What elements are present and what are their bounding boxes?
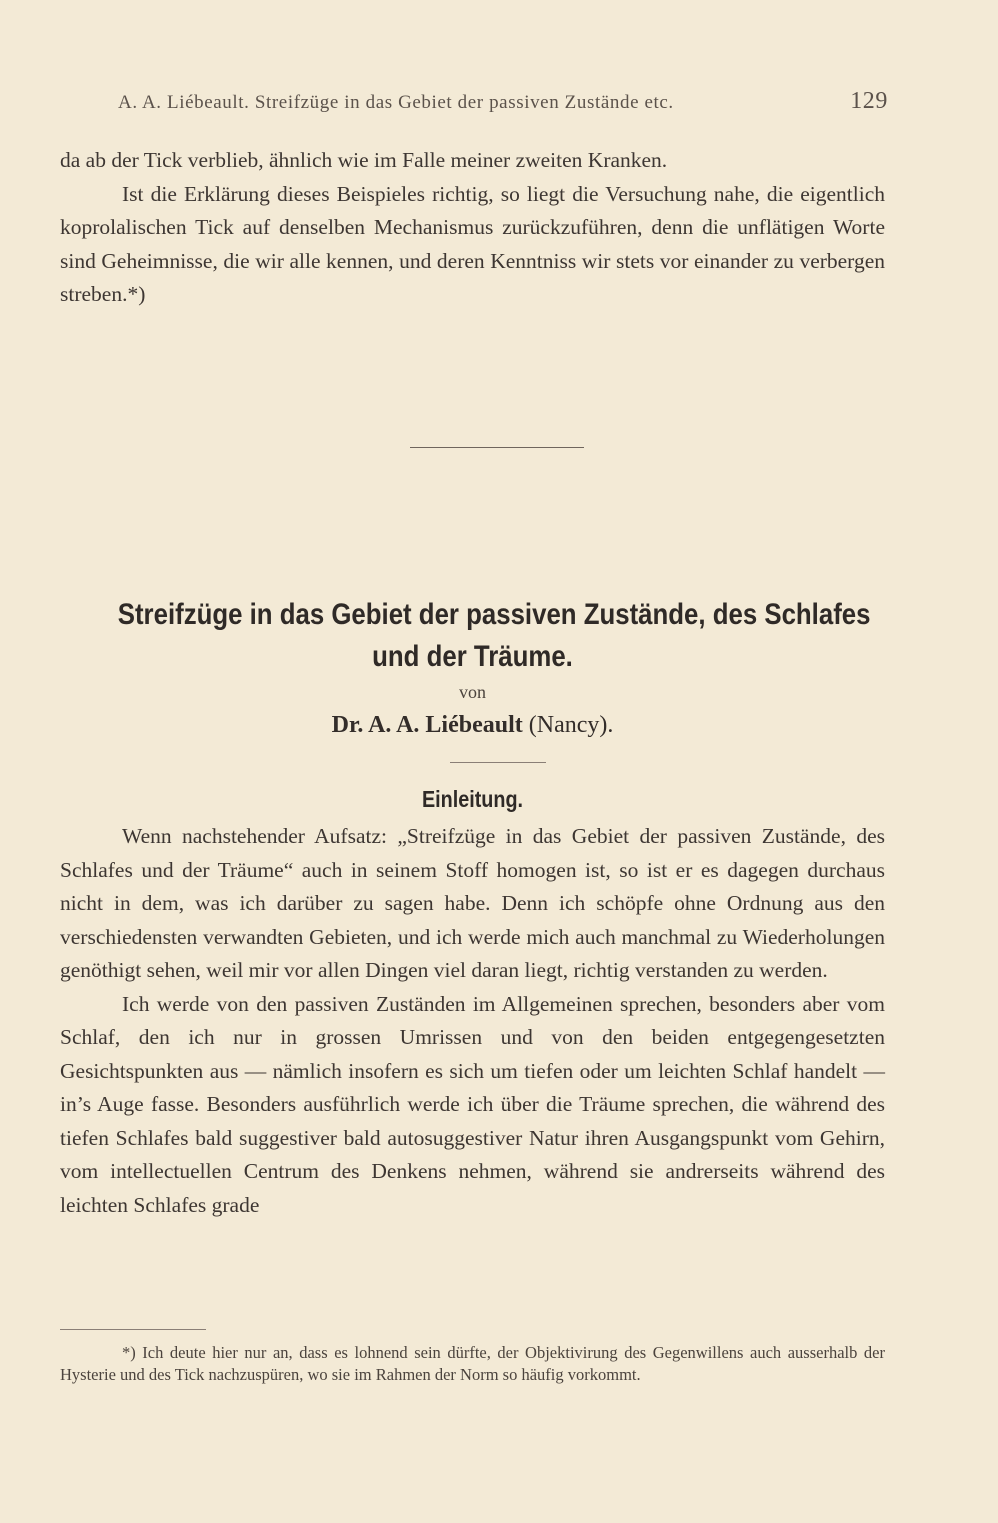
- article-body: [60, 820, 885, 1222]
- page-number: 129: [850, 88, 888, 114]
- article-title-line-1: Streifzüge in das Gebiet der passiven Zustände, des Schlafes: [117, 598, 871, 631]
- footnote-text: *) Ich deute hier nur an, dass es lohnend sein dürfte, der Objektivirung des Gegenwillens auch ausserhalb der Hysterie und des Tick nachzuspüren, wo sie im Rahmen der Norm so häufig vorkommt.: [60, 1343, 885, 1384]
- author-line: [60, 712, 885, 739]
- author-name: Dr. A. A. Liébeault: [331, 712, 523, 738]
- body-paragraph-2: Ich werde von den passiven Zuständen im Allgemeinen sprechen, besonders aber vom Schlaf, den ich nur in grossen Umrissen und von den beiden entgegengesetzten Gesichtspunkten aus — nämlich insofern es sich um tiefen oder um leichten Schlaf handelt — in’s Auge fasse. Besonders ausführlich werde ich über die Träume sprechen, die während des tiefen Schlafes bald suggestiver bald autosuggestiver Natur ihren Ausgangspunkt vom Gehirn, vom intellectuellen Centrum des Denkens nehmen, während sie andrerseits während des leichten Schlafes grade: [60, 991, 885, 1217]
- author-place: (Nancy).: [528, 712, 614, 738]
- footnote-rule: [60, 1329, 206, 1330]
- intro-paragraph-continued: da ab der Tick verblieb, ähnlich wie im Falle meiner zweiten Kranken.: [60, 148, 668, 172]
- section-divider: [410, 447, 584, 448]
- byline-von: von: [459, 682, 486, 702]
- section-heading: Einleitung.: [421, 786, 524, 812]
- author-divider: [450, 762, 546, 763]
- footnote: [60, 1342, 885, 1386]
- running-head: [118, 88, 888, 120]
- intro-paragraph: Ist die Erklärung dieses Beispieles richtig, so liegt die Versuchung nahe, die eigentlich koprolalischen Tick auf denselben Mechanismus zurückzuführen, denn die unflätigen Worte sind Geheimnisse, die wir alle kennen, und deren Kenntniss wir stets vor einander zu verbergen streben.*): [60, 181, 885, 306]
- running-head-text: A. A. Liébeault. Streifzüge in das Gebiet der passiven Zustände etc.: [118, 92, 674, 113]
- body-paragraph-1: Wenn nachstehender Aufsatz: „Streifzüge in das Gebiet der passiven Zustände, des Schlafes und der Träume“ auch in seinem Stoff homogen ist, so ist er es dagegen durchaus nicht in dem, was ich darüber zu sagen habe. Denn ich schöpfe ohne Ordnung aus den verschiedensten verwandten Gebieten, und ich werde mich auch manchmal zu Wiederholungen genöthigt sehen, weil mir vor allen Dingen viel daran liegt, richtig verstanden zu werden.: [60, 824, 885, 982]
- intro-text: [60, 144, 885, 312]
- article-title: [117, 594, 871, 678]
- article-title-line-2: und der Träume.: [372, 640, 573, 673]
